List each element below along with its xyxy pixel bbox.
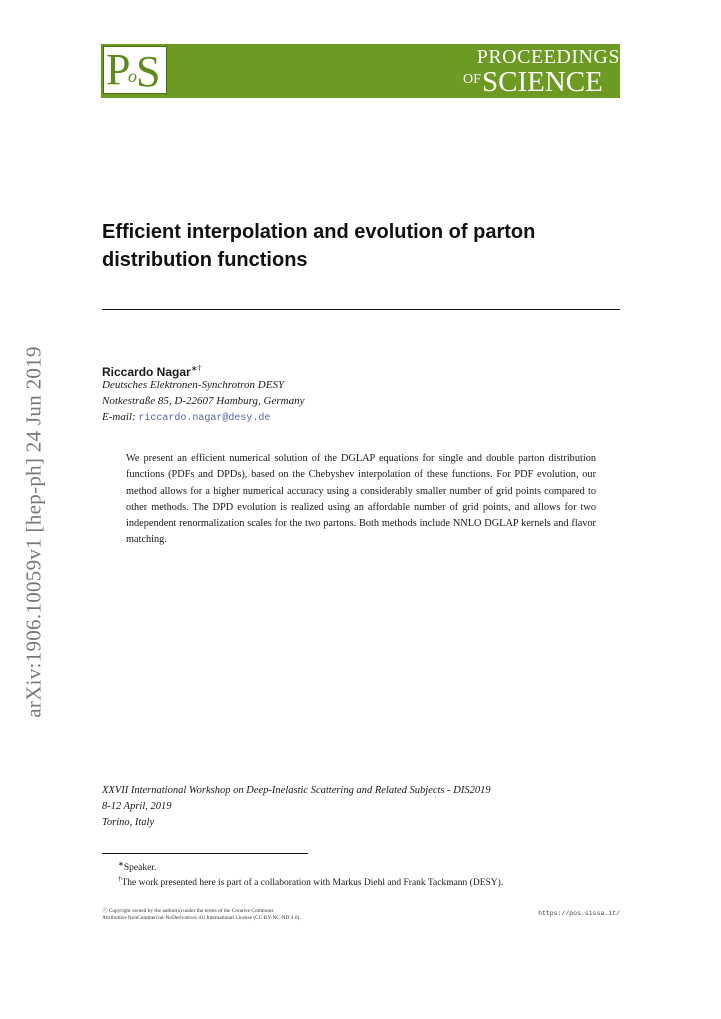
- footnote-mark: †: [118, 875, 122, 883]
- copyright-line-1: ⓒ Copyright owned by the author(s) under the terms of the Creative Commons: [102, 908, 274, 914]
- pos-logo-letter-p: P: [106, 45, 131, 94]
- brand-science: SCIENCE: [482, 66, 603, 98]
- paper-title: [102, 218, 602, 274]
- arxiv-stamp: arXiv:1906.10059v1 [hep-ph] 24 Jun 2019: [21, 346, 46, 718]
- email-row: [102, 410, 270, 426]
- pos-logo-letter-o: o: [128, 66, 137, 86]
- conference-date: 8-12 April, 2019: [102, 801, 172, 812]
- abstract-text: We present an efficient numerical solution of the DGLAP equations for single and double parton distribution functions (PDFs and DPDs), based on the Chebyshev interpolation of these functions. For PDF evolution, our method allows for a higher numerical accuracy using a considerably smaller number of grid points compared to other methods. The DPD evolution is realized using an affordable number of grid points, and allows for two independent renormalization scales for the two partons. Both methods include NNLO DGLAP kernels and flavor matching.: [126, 453, 596, 546]
- author-marks: ∗†: [190, 364, 202, 373]
- footnote-text: The work presented here is part of a collaboration with Markus Diehl and Frank Tackmann (DESY).: [121, 878, 504, 889]
- affiliation-line-1: Deutsches Elektronen-Synchrotron DESY: [102, 379, 285, 391]
- footnote-text: Speaker.: [123, 863, 157, 874]
- conference-location: Torino, Italy: [102, 817, 155, 828]
- title-line-2: distribution functions: [102, 249, 308, 271]
- pos-url-link[interactable]: https://pos.sissa.it/: [538, 910, 620, 917]
- author-name-text: Riccardo Nagar: [102, 365, 191, 379]
- abstract: [126, 451, 596, 549]
- brand-proceedings: PROCEEDINGS: [476, 46, 620, 68]
- title-rule: [102, 309, 620, 310]
- title-line-1: Efficient interpolation and evolution of parton: [102, 221, 536, 243]
- footnote-mark: ∗: [118, 860, 124, 868]
- conference-name: XXVII International Workshop on Deep-Inelastic Scattering and Related Subjects - DIS2019: [102, 785, 491, 796]
- copyright-line-2: Attribution-NonCommercial-NoDerivatives 4.0 International License (CC BY-NC-ND 4.0).: [102, 915, 301, 921]
- brand-of: OF: [463, 72, 481, 87]
- pos-logo-letter-s: S: [136, 47, 161, 96]
- email-link[interactable]: riccardo.nagar@desy.de: [138, 413, 271, 424]
- email-label: E-mail:: [102, 411, 136, 423]
- footnote-rule: [102, 853, 308, 854]
- footnote-collaboration: [118, 872, 503, 890]
- affiliation-line-2: Notkestraße 85, D-22607 Hamburg, Germany: [102, 395, 305, 407]
